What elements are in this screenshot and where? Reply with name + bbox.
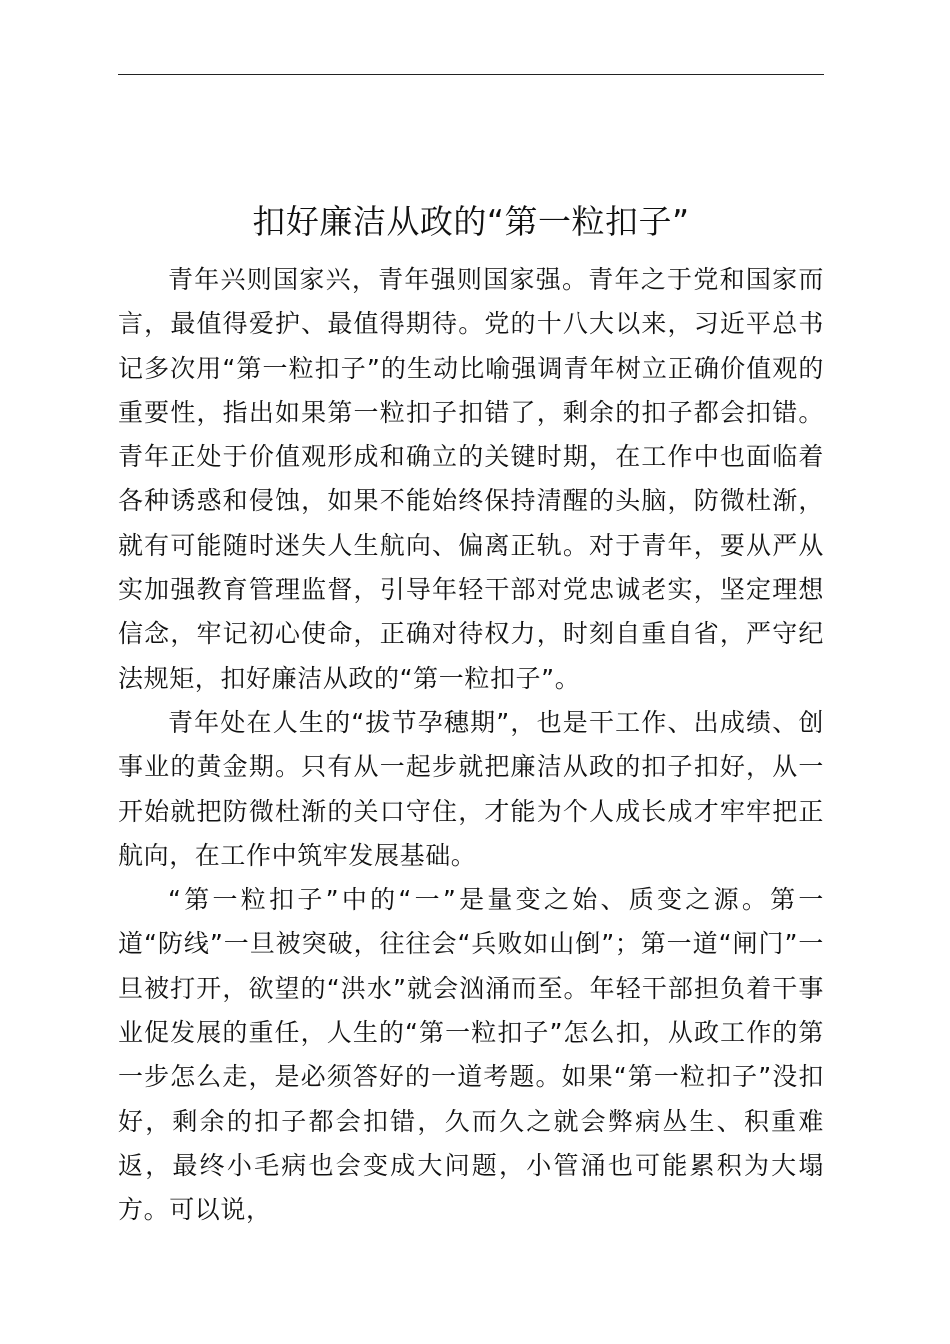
document-title: 扣好廉洁从政的“第一粒扣子”	[252, 202, 690, 241]
paragraph-2: 青年处在人生的“拔节孕穗期”，也是干工作、出成绩、创事业的黄金期。只有从一起步就把廉洁从政的扣子扣好，从一开始就把防微杜渐的关口守住，才能为个人成长成才牢牢把正航向，在工作中筑牢发展基础。	[118, 707, 824, 870]
paragraph-1: 青年兴则国家兴，青年强则国家强。青年之于党和国家而言，最值得爱护、最值得期待。党的十八大以来，习近平总书记多次用“第一粒扣子”的生动比喻强调青年树立正确价值观的重要性，指出如果第一粒扣子扣错了，剩余的扣子都会扣错。青年正处于价值观形成和确立的关键时期，在工作中也面临着各种诱惑和侵蚀，如果不能始终保持清醒的头脑，防微杜渐，就有可能随时迷失人生航向、偏离正轨。对于青年，要从严从实加强教育管理监督，引导年轻干部对党忠诚老实，坚定理想信念，牢记初心使命，正确对待权力，时刻自重自省，严守纪法规矩，扣好廉洁从政的“第一粒扣子”。	[118, 265, 824, 693]
document-body	[118, 258, 824, 1233]
header-rule	[118, 74, 824, 75]
paragraph-3: “第一粒扣子”中的“一”是量变之始、质变之源。第一道“防线”一旦被突破，往往会“兵败如山倒”；第一道“闸门”一旦被打开，欲望的“洪水”就会汹涌而至。年轻干部担负着干事业促发展的重任，人生的“第一粒扣子”怎么扣，从政工作的第一步怎么走，是必须答好的一道考题。如果“第一粒扣子”没扣好，剩余的扣子都会扣错，久而久之就会弊病丛生、积重难返，最终小毛病也会变成大问题，小管涌也可能累积为大塌方。可以说，	[118, 885, 824, 1225]
